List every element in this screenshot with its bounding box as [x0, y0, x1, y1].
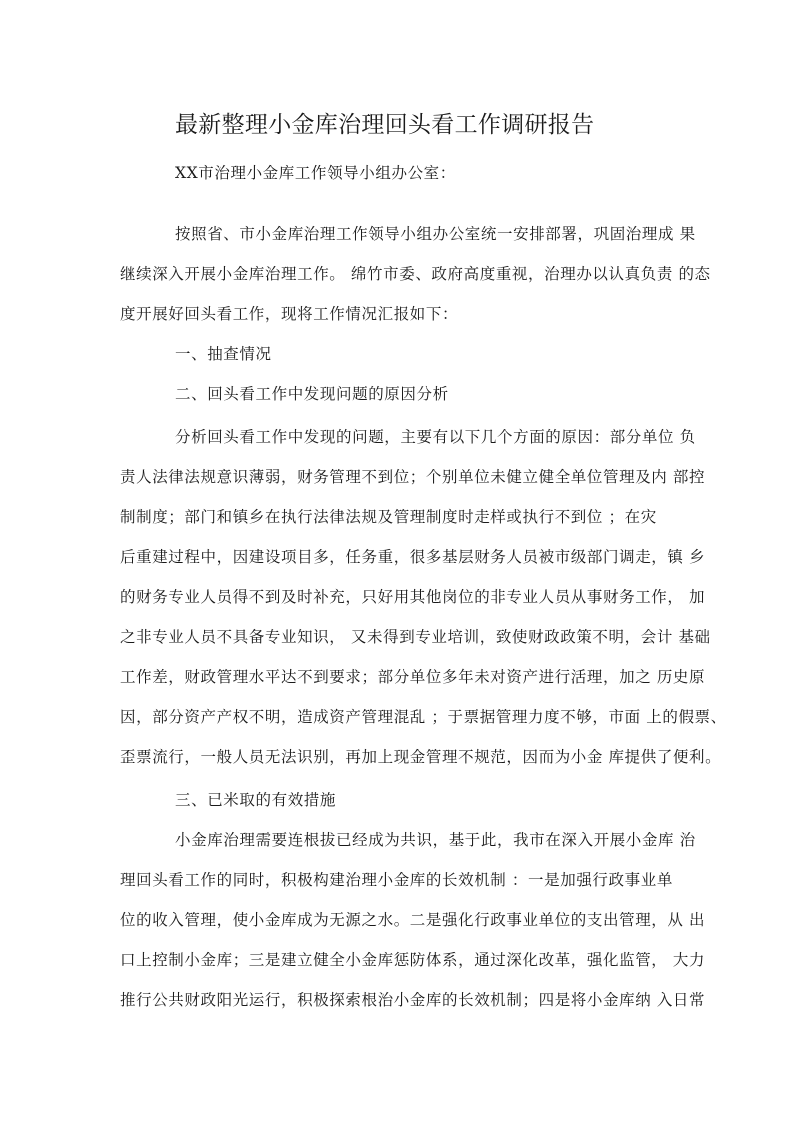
paragraph-line: 的财务专业人员得不到及时补充，只好用其他岗位的非专业人员从事财务工作， 加 — [120, 588, 706, 606]
paragraph-line: 理回头看工作的同时，积极构建治理小金库的长效机制 ：一是加强行政事业单 — [120, 871, 673, 889]
section-heading: 二、回头看工作中发现问题的原因分析 — [175, 385, 449, 403]
paragraph-line: 口上控制小金库；三是建立健全小金库惩防体系，通过深化改革，强化监管， 大力 — [120, 951, 706, 969]
paragraph-line: 工作差，财政管理水平达不到要求；部分单位多年未对资产进行活理，加之 历史原 — [120, 668, 706, 686]
paragraph-line: 按照省、市小金库治理工作领导小组办公室统一安排部署，巩固治理成 果 — [175, 225, 696, 243]
paragraph-line: 分析回头看工作中发现的问题，主要有以下几个方面的原因：部分单位 负 — [175, 428, 696, 446]
paragraph-line: 小金库治理需要连根拔已经成为共识，基于此，我市在深入开展小金库 治 — [175, 831, 696, 849]
paragraph-line: 歪票流行，一般人员无法识别，再加上现金管理不规范，因而为小金 库提供了便利。 — [120, 748, 722, 766]
paragraph-line: 继续深入开展小金库治理工作。 绵竹市委、政府高度重视，治理办以认真负责 的态 — [120, 265, 711, 283]
paragraph-line: 推行公共财政阳光运行，积极探索根治小金库的长效机制；四是将小金库纳 入日常 — [120, 991, 706, 1009]
section-heading: 一、抽查情况 — [175, 345, 272, 363]
document-title: 最新整理小金库治理回头看工作调研报告 — [175, 112, 595, 138]
paragraph-line: 度开展好回头看工作，现将工作情况汇报如下： — [120, 305, 459, 323]
paragraph-line: 责人法律法规意识薄弱，财务管理不到位；个别单位未健立健全单位管理及内 部控 — [120, 468, 706, 486]
section-heading: 三、已米取的有效措施 — [175, 791, 337, 809]
paragraph-line: 后重建过程中，因建设项目多，任务重，很多基层财务人员被市级部门调走，镇 乡 — [120, 548, 706, 566]
paragraph-line: 因，部分资产产权不明，造成资产管理混乱 ；于票据管理力度不够，市面 上的假票、 — [120, 708, 727, 726]
paragraph-line: 制制度；部门和镇乡在执行法律法规及管理制度时走样或执行不到位 ；在灾 — [120, 508, 657, 526]
addressee-line: XX市治理小金库工作领导小组办公室： — [175, 164, 456, 182]
paragraph-line: 之非专业人员不具备专业知识， 又未得到专业培训，致使财政政策不明，会计 基础 — [120, 628, 711, 646]
paragraph-line: 位的收入管理，使小金库成为无源之水。二是强化行政事业单位的支出管理，从 出 — [120, 911, 706, 929]
